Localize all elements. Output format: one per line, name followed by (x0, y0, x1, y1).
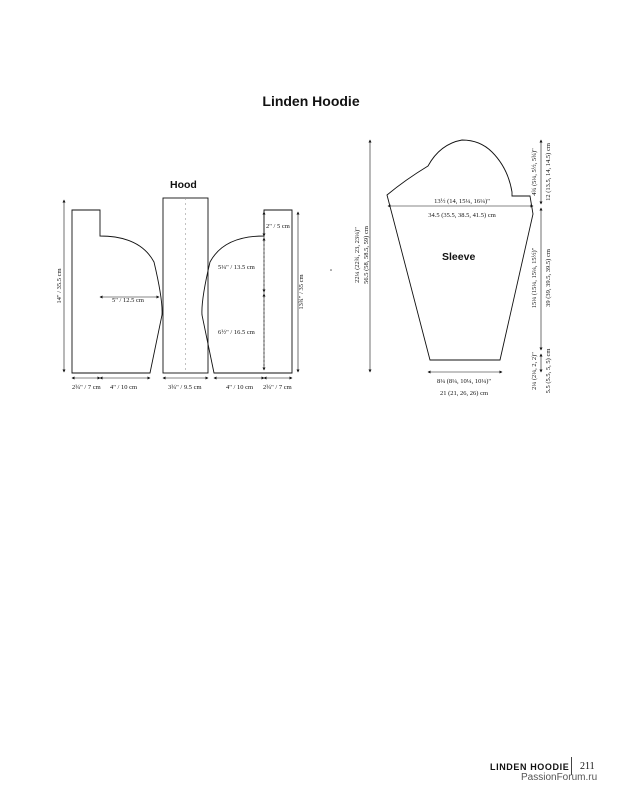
sleeve-cuff-length-in: 2¼ (2¼, 2, 2)" (531, 352, 538, 390)
sleeve-body-length-cm: 39 (39, 39.5, 39.5) cm (545, 249, 552, 307)
running-title: LINDEN HOODIE (490, 762, 570, 772)
sleeve-label: Sleeve (442, 251, 476, 263)
sleeve-upper-width-in: 13½ (14, 15¼, 16¼)" (434, 198, 490, 205)
hood-label: Hood (170, 179, 197, 191)
hood-left-piece (72, 210, 162, 373)
hood-bottom-left-2: 4" / 10 cm (110, 384, 138, 391)
hood-inner-width: 5" / 12.5 cm (112, 297, 144, 304)
sleeve-upper-width-cm: 34.5 (35.5, 38.5, 41.5) cm (428, 212, 496, 219)
sleeve-piece (387, 140, 533, 360)
hood-right-piece (202, 210, 292, 373)
page-title: Linden Hoodie (262, 93, 360, 109)
watermark: PassionForum.ru (521, 772, 598, 783)
hood-bottom-center: 3¾" / 9.5 cm (168, 384, 202, 391)
sleeve-lower-width-in: 8¼ (8¼, 10¼, 10¼)" (436, 378, 492, 385)
hood-left-height: 14" / 35.5 cm (56, 268, 63, 304)
sleeve-total-length-cm: 56.5 (58, 58.5, 59) cm (363, 226, 370, 284)
hood-bottom-right-2: 2¾" / 7 cm (263, 384, 292, 391)
hood-mid-right: 5¼" / 13.5 cm (218, 264, 255, 271)
hood-bottom-right-1: 4" / 10 cm (226, 384, 254, 391)
sleeve-lower-width-cm: 21 (21, 26, 26) cm (439, 390, 489, 397)
sleeve-body-length-in: 15¼ (15¼, 15¼, 15½)" (531, 247, 538, 309)
hood-right-height: 13¾" / 35 cm (298, 274, 305, 310)
sleeve-cuff-length-cm: 5.5 (5.5, 5, 5) cm (545, 348, 552, 394)
hood-top-right: 2" / 5 cm (266, 223, 290, 230)
sleeve-cap-height-cm: 12 (13.5, 14, 14.5) cm (545, 143, 552, 201)
hood-center-piece (163, 198, 208, 373)
sleeve-total-length-in: 22¼ (22¾, 23, 23¼)" (354, 227, 361, 283)
page-number: 211 (580, 761, 595, 772)
hood-lower-right: 6½" / 16.5 cm (218, 329, 255, 336)
sleeve-cap-height-in: 4¾ (5¼, 5½, 5¾)" (531, 148, 538, 196)
hood-bottom-left-1: 2¾" / 7 cm (72, 384, 101, 391)
